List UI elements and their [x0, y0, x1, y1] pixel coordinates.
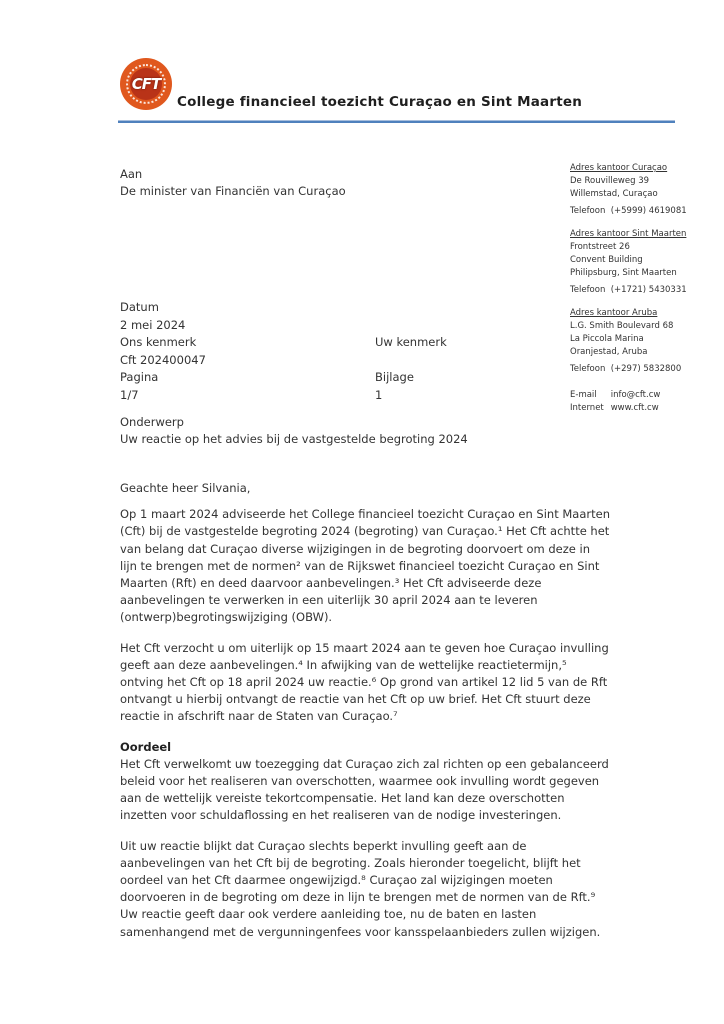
phone-number: (+1721) 5430331 — [610, 285, 687, 295]
pagina-label: Pagina — [120, 370, 159, 384]
phone-number: (+297) 5832800 — [610, 364, 682, 374]
subject-label: Onderwerp — [120, 415, 184, 429]
recipient-label: Aan — [120, 167, 143, 181]
office-sint-maarten-phone — [570, 284, 688, 297]
header-divider — [118, 120, 675, 123]
office-sint-maarten-address-line: Frontstreet 26 — [570, 242, 630, 252]
subject-block — [120, 414, 468, 448]
office-sint-maarten — [570, 228, 688, 297]
office-sint-maarten-address-line: Convent Building — [570, 255, 643, 265]
contact-internet-row — [570, 402, 688, 415]
office-curacao-address-line: Willemstad, Curaçao — [570, 189, 658, 199]
phone-number: (+5999) 4619081 — [610, 206, 687, 216]
office-curacao-phone — [570, 205, 688, 218]
letter-body — [120, 480, 610, 954]
email-address: info@cft.cw — [610, 390, 661, 400]
datum-label: Datum — [120, 300, 159, 314]
cft-logo — [120, 58, 172, 110]
meta-spacer — [375, 317, 550, 335]
office-aruba-address-line: Oranjestad, Aruba — [570, 347, 648, 357]
office-aruba-address-line: L.G. Smith Boulevard 68 — [570, 321, 674, 331]
page-title: College financieel toezicht Curaçao en Sint Maarten — [177, 94, 583, 110]
contact-email-row — [570, 389, 688, 402]
paragraph-3: Het Cft verwelkomt uw toezegging dat Curaçao zich zal richten op een gebalanceerd beleid voor het realiseren van overschotten, waarmee ook invulling wordt gegeven aan de wettelijk vereiste tekortcompensatie. Het land kan deze overschotten inzetten voor schuldaflossing en het realiseren van de nodige investeringen. — [120, 756, 609, 823]
internet-label: Internet — [570, 403, 604, 413]
pagina-value: 1/7 — [120, 387, 139, 402]
bijlage-value: 1 — [375, 387, 383, 402]
paragraph-2: Het Cft verzocht u om uiterlijk op 15 maart 2024 aan te geven hoe Curaçao invulling geeft aan deze aanbevelingen.⁴ In afwijking van de wettelijke reactietermijn,⁵ ontving het Cft op 18 april 2024 uw reactie.⁶ Op grond van artikel 12 lid 5 van de Rft ontvangt u hierbij ontvangt de reactie van het Cft op uw brief. Het Cft stuurt deze reactie in afschrift naar de Staten van Curaçao.⁷ — [120, 640, 609, 724]
office-sint-maarten-address-line: Philipsburg, Sint Maarten — [570, 268, 677, 278]
office-sint-maarten-heading: Adres kantoor Sint Maarten — [570, 229, 687, 239]
phone-label: Telefoon — [570, 206, 606, 216]
office-curacao-address-line: De Rouvilleweg 39 — [570, 176, 650, 186]
bijlage-label: Bijlage — [375, 370, 414, 384]
section-heading-oordeel: Oordeel — [120, 739, 172, 754]
office-curacao-heading: Adres kantoor Curaçao — [570, 163, 668, 173]
ons-kenmerk-value: Cft 202400047 — [120, 352, 206, 367]
phone-label: Telefoon — [570, 364, 606, 374]
recipient-block — [120, 166, 346, 200]
internet-address: www.cft.cw — [610, 403, 659, 413]
paragraph-1: Op 1 maart 2024 adviseerde het College financieel toezicht Curaçao en Sint Maarten (Cft) bij de vastgestelde begroting 2024 (begroting) van Curaçao.¹ Het Cft achtte het van belang dat Curaçao diverse wijzigingen in de begroting doorvoert om deze in lijn te brengen met de normen² van de Rijkswet financieel toezicht Curaçao en Sint Maarten (Rft) en deed daarvoor aanbevelingen.³ Het Cft adviseerde deze aanbevelingen te verwerken in een uiterlijk 30 april 2024 aan te leveren (ontwerp)begrotingswijziging (OBW). — [120, 507, 610, 625]
phone-label: Telefoon — [570, 285, 606, 295]
salutation: Geachte heer Silvania, — [120, 481, 251, 495]
email-label: E-mail — [570, 390, 597, 400]
contact-block — [570, 389, 688, 415]
logo-text: CFT — [131, 75, 161, 93]
office-aruba-address-line: La Piccola Marina — [570, 334, 644, 344]
datum-value: 2 mei 2024 — [120, 317, 186, 332]
address-sidebar — [570, 162, 688, 415]
office-aruba-phone — [570, 363, 688, 376]
uw-kenmerk-label: Uw kenmerk — [375, 335, 447, 349]
letter-meta — [120, 299, 550, 404]
office-aruba — [570, 307, 688, 376]
meta-spacer — [375, 299, 550, 317]
paragraph-4: Uit uw reactie blijkt dat Curaçao slechts beperkt invulling geeft aan de aanbevelingen van het Cft bij de begroting. Zoals hieronder toegelicht, blijft het oordeel van het Cft daarmee ongewijzigd.⁸ Curaçao zal wijzigingen moeten doorvoeren in de begroting om deze in lijn te brengen met de normen van de Rft.⁹ Uw reactie geeft daar ook verdere aanleiding toe, nu de baten en lasten samenhangend met de vergunningenfees voor kansspelaanbieders zullen wijzigen. — [120, 838, 601, 939]
uw-kenmerk-value — [375, 352, 550, 370]
office-aruba-heading: Adres kantoor Aruba — [570, 308, 658, 318]
recipient-name: De minister van Financiën van Curaçao — [120, 184, 346, 198]
subject-text: Uw reactie op het advies bij de vastgestelde begroting 2024 — [120, 432, 468, 446]
office-curacao — [570, 162, 688, 218]
ons-kenmerk-label: Ons kenmerk — [120, 335, 197, 349]
